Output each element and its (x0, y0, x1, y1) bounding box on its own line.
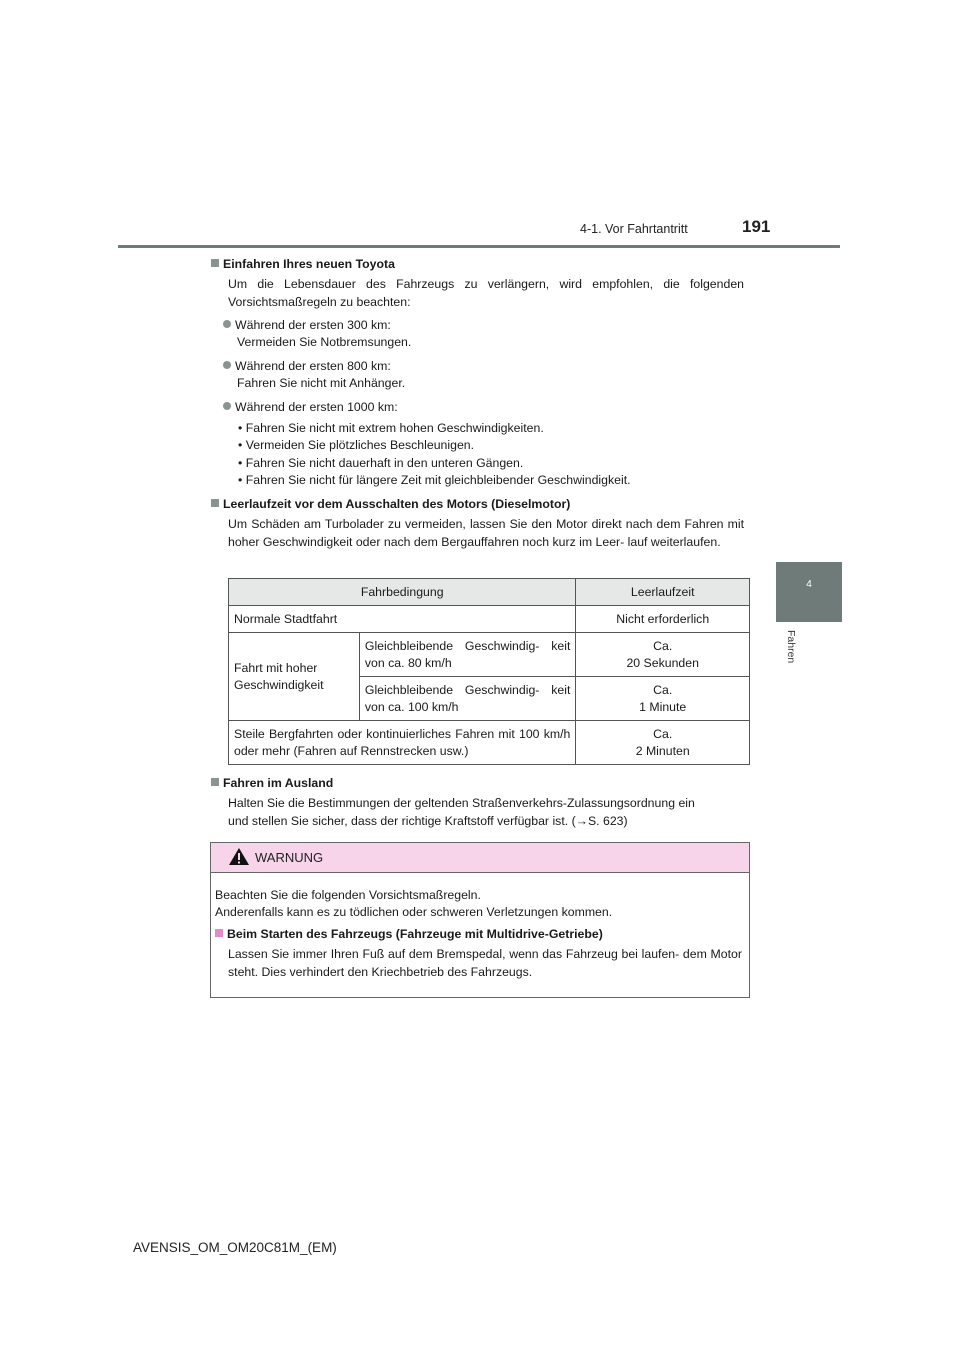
table-header-cell: Leerlaufzeit (576, 579, 750, 606)
warning-title: WARNUNG (255, 850, 324, 865)
table-cell: Gleichbleibende Geschwindig- keit von ca. 100 km/h (359, 677, 576, 721)
table-header-cell: Fahrbedingung (229, 579, 576, 606)
warning-box (210, 842, 750, 998)
table-cell: Steile Bergfahrten oder kontinuierliches Fahren mit 100 km/h oder mehr (Fahren auf Rennstrecken usw.) (229, 721, 576, 765)
warning-triangle-icon (228, 847, 250, 866)
header-rule (118, 245, 840, 248)
section-ausland-text-line2: und stellen Sie sicher, dass der richtige Kraftstoff verfügbar ist. (→S. 623) (228, 814, 628, 828)
square-bullet-icon (211, 259, 219, 267)
footer-code: AVENSIS_OM_OM20C81M_(EM) (133, 1240, 337, 1255)
section-title: 4-1. Vor Fahrtantritt (580, 222, 688, 236)
section-leerlauf-text: Um Schäden am Turbolader zu vermeiden, lassen Sie den Motor direkt nach dem Fahren mit hoher Geschwindigkeit oder nach dem Bergauffahren noch kurz im Leer- lauf weiterlaufen. (228, 517, 744, 549)
section-einfahren-intro: Um die Lebensdauer des Fahrzeugs zu verlängern, wird empfohlen, die folgenden Vorsichtsmaßregeln zu beachten: (228, 277, 744, 309)
bullet-300km: Während der ersten 300 km: (223, 316, 391, 334)
table-cell: Gleichbleibende Geschwindig- keit von ca. 80 km/h (359, 633, 576, 677)
sub-bullet: • Vermeiden Sie plötzliches Beschleunigen. (238, 438, 475, 452)
sub-bullet: • Fahren Sie nicht mit extrem hohen Geschwindigkeiten. (238, 421, 544, 435)
chapter-tab: 4 (776, 562, 842, 622)
warning-line: Anderenfalls kann es zu tödlichen oder schweren Verletzungen kommen. (215, 905, 613, 919)
section-ausland-title: Fahren im Ausland (211, 774, 333, 792)
table-cell: Ca. 20 Sekunden (576, 633, 750, 677)
chapter-label (785, 630, 835, 690)
table-header-row (229, 579, 750, 606)
bullet-800km-detail: Fahren Sie nicht mit Anhänger. (237, 376, 406, 390)
sub-bullet: • Fahren Sie nicht für längere Zeit mit gleichbleibender Geschwindigkeit. (238, 473, 631, 487)
bullet-800km: Während der ersten 800 km: (223, 357, 391, 375)
section-einfahren-title: Einfahren Ihres neuen Toyota (211, 255, 395, 273)
bullet-300km-detail: Vermeiden Sie Notbremsungen. (237, 335, 412, 349)
warning-header (211, 843, 749, 873)
round-bullet-icon (223, 320, 231, 328)
warning-subtitle: Beim Starten des Fahrzeugs (Fahrzeuge mit Multidrive-Getriebe) (215, 925, 603, 943)
round-bullet-icon (223, 402, 231, 410)
section-ausland-text-line1: Halten Sie die Bestimmungen der geltenden Straßenverkehrs-Zulassungsordnung ein (228, 796, 695, 810)
table-cell: Nicht erforderlich (576, 606, 750, 633)
table-row (229, 721, 750, 765)
square-bullet-icon (215, 929, 223, 937)
table-row (229, 633, 750, 677)
round-bullet-icon (223, 361, 231, 369)
warning-subtext: Lassen Sie immer Ihren Fuß auf dem Bremspedal, wenn das Fahrzeug bei laufen- dem Motor steht. Dies verhindert den Kriechbetrieb des Fahrzeugs. (228, 947, 742, 979)
page-number: 191 (742, 217, 771, 236)
table-row (229, 606, 750, 633)
warning-line: Beachten Sie die folgenden Vorsichtsmaßregeln. (215, 888, 481, 902)
square-bullet-icon (211, 778, 219, 786)
table-cell: Normale Stadtfahrt (229, 606, 576, 633)
sub-bullet: • Fahren Sie nicht dauerhaft in den unteren Gängen. (238, 456, 524, 470)
idle-time-table (228, 578, 750, 765)
chapter-label-text: Fahren (785, 630, 797, 664)
bullet-1000km: Während der ersten 1000 km: (223, 398, 398, 416)
table-cell: Ca. 2 Minuten (576, 721, 750, 765)
table-cell: Fahrt mit hoher Geschwindigkeit (229, 633, 360, 721)
table-cell: Ca. 1 Minute (576, 677, 750, 721)
section-leerlauf-title: Leerlaufzeit vor dem Ausschalten des Motors (Dieselmotor) (211, 495, 570, 513)
square-bullet-icon (211, 499, 219, 507)
